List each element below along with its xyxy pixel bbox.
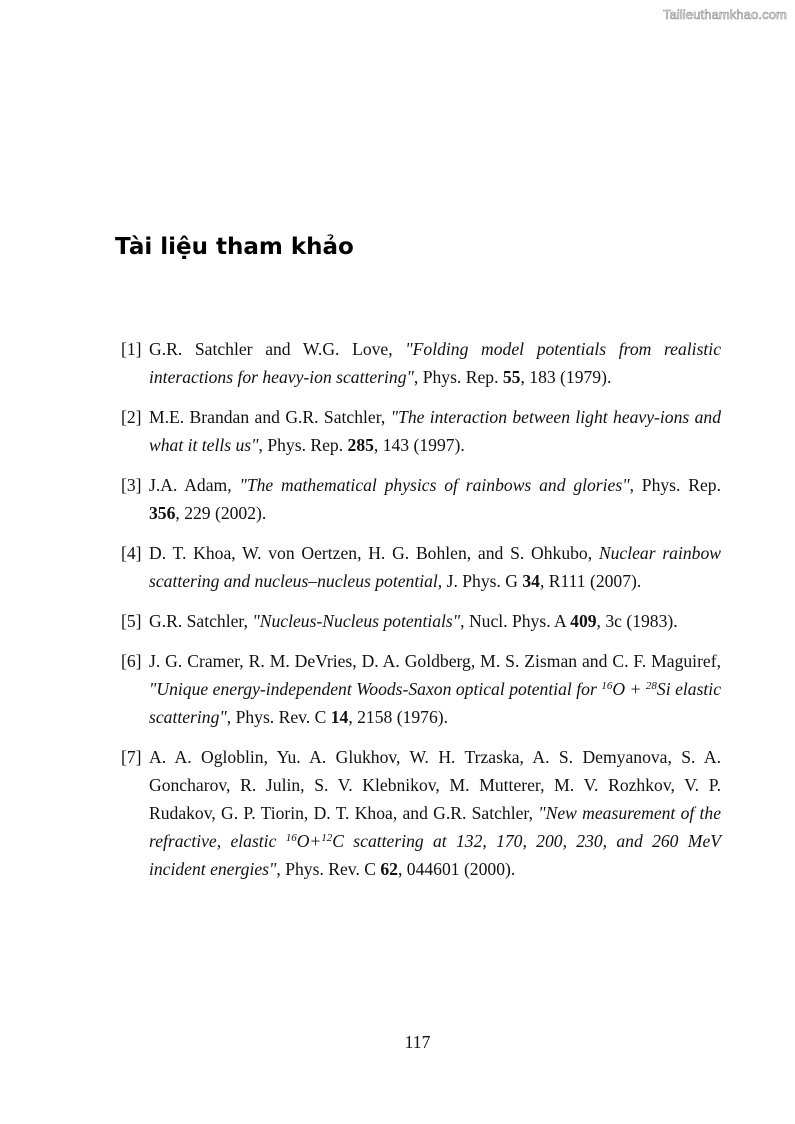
reference-journal: , Phys. Rep. [413,367,503,387]
reference-pages-year: , 143 (1997). [373,435,465,455]
reference-number: [2] [121,407,142,427]
reference-journal: , Nucl. Phys. A [460,611,571,631]
reference-pages-year: , 183 (1979). [520,367,612,387]
reference-authors: G.R. Satchler, [149,611,253,631]
reference-title-part: Si elastic scattering" [149,679,721,727]
reference-text [149,539,721,595]
reference-list [121,335,721,895]
reference-item [121,743,721,883]
reference-authors: D. T. Khoa, W. von Oertzen, H. G. Bohlen, and S. Ohkubo, [149,543,599,563]
reference-volume: 356 [149,503,176,523]
reference-journal: , Phys. Rep. [629,475,721,495]
reference-number: [4] [121,543,142,563]
reference-number: [7] [121,747,142,767]
reference-item [121,647,721,731]
reference-text [149,335,721,391]
reference-volume: 34 [522,571,540,591]
reference-item [121,335,721,391]
reference-text [149,607,721,635]
reference-journal: , Phys. Rev. C [276,859,381,879]
reference-text [149,471,721,527]
mass-number-superscript: 12 [321,832,333,844]
reference-journal: , Phys. Rep. [258,435,348,455]
reference-number: [3] [121,475,142,495]
reference-text [149,743,721,883]
reference-volume: 285 [347,435,374,455]
reference-title: "Folding model potentials from realistic interactions for heavy-ion scattering" [149,339,722,387]
mass-number-superscript: 16 [601,680,613,692]
reference-item [121,471,721,527]
reference-authors: J. G. Cramer, R. M. DeVries, D. A. Goldberg, M. S. Zisman and C. F. Maguiref, [149,651,721,671]
reference-pages-year: , 2158 (1976). [348,707,448,727]
reference-authors: G.R. Satchler and W.G. Love, [149,339,406,359]
reference-title-part: O+ [296,831,322,851]
reference-pages-year: , R111 (2007). [539,571,642,591]
reference-text [149,403,721,459]
reference-item [121,403,721,459]
reference-number: [6] [121,651,142,671]
reference-journal: , Phys. Rev. C [226,707,331,727]
reference-title: "Nucleus-Nucleus potentials" [252,611,461,631]
reference-volume: 409 [570,611,597,631]
reference-title-part: C scattering at 132, 170, 200, 230, and 260 MeV incident energies" [149,831,721,879]
mass-number-superscript: 28 [645,680,657,692]
reference-volume: 62 [380,859,398,879]
reference-authors: A. A. Ogloblin, Yu. A. Glukhov, W. H. Trzaska, A. S. Demyanova, S. A. Goncharov, R. Julin, S. V. Klebnikov, M. Mutterer, M. V. Rozhkov, V. P. Rudakov, G. P. Tiorin, D. T. Khoa, and G.R. Satchler, [149,747,721,823]
watermark: Tailieuthamkhao.com [662,7,787,22]
reference-authors: M.E. Brandan and G.R. Satchler, [149,407,391,427]
reference-title-part: O + [612,679,646,699]
reference-item [121,539,721,595]
reference-item [121,607,721,635]
reference-title-part: "New measurement of the refractive, elastic [149,803,722,851]
reference-number: [1] [121,339,142,359]
page-number: 117 [404,1032,431,1052]
reference-pages-year: , 229 (2002). [175,503,267,523]
mass-number-superscript: 16 [285,832,297,844]
reference-authors: J.A. Adam, [149,475,240,495]
reference-pages-year: , 3c (1983). [596,611,678,631]
reference-volume: 55 [502,367,521,387]
reference-title: "The interaction between light heavy-ions and what it tells us" [149,407,721,455]
reference-title: Nuclear rainbow scattering and nucleus–nucleus potential [149,543,721,591]
reference-title-part: "Unique energy-independent Woods-Saxon optical potential for [149,679,602,699]
page-title: Tài liệu tham khảo [115,234,354,260]
reference-text [149,647,721,731]
reference-title: "The mathematical physics of rainbows and glories" [239,475,630,495]
reference-volume: 14 [330,707,349,727]
reference-pages-year: , 044601 (2000). [397,859,516,879]
reference-journal: , J. Phys. G [437,571,523,591]
reference-number: [5] [121,611,142,631]
